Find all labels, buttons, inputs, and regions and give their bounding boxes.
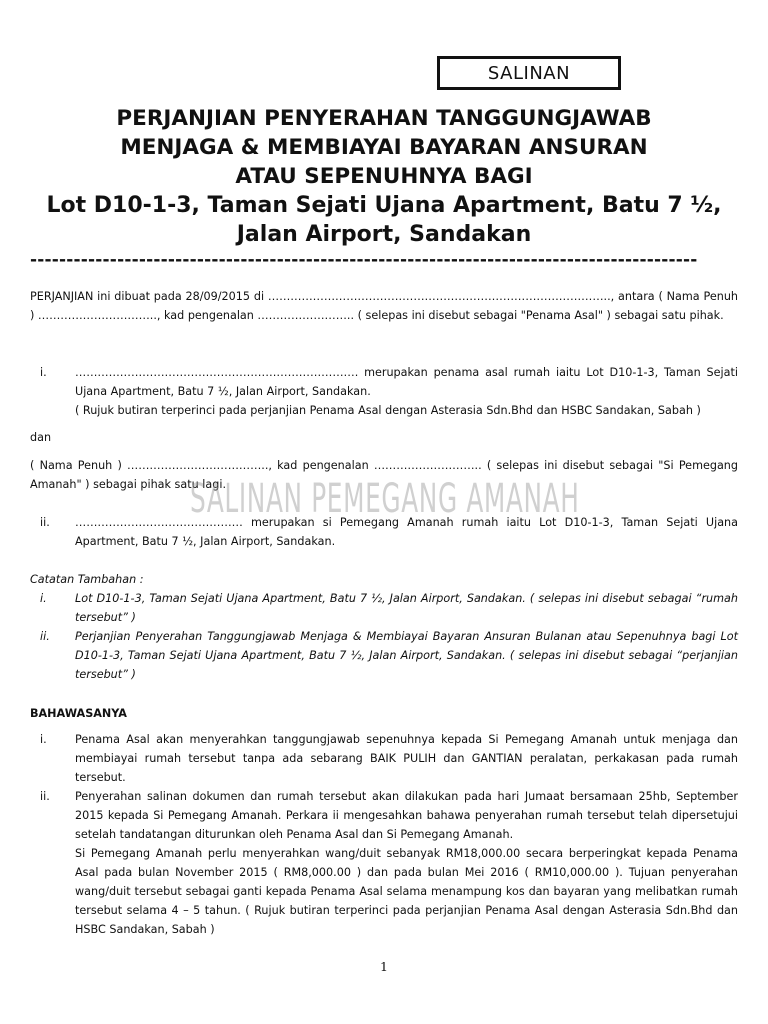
title-line-2: MENJAGA & MEMBIAYAI BAYARAN ANSURAN: [120, 135, 648, 160]
party-2-item: [30, 513, 738, 551]
clause-text: Penyerahan salinan dokumen dan rumah tersebut akan dilakukan pada hari Jumaat bersamaan 25hb, September 2015 kepada Si Pemegang Amanah. Perkara ii mengesahkan bahawa penyerahan rumah tersebut telah dipersetujui setelah tandatangan diturunkan oleh Penama Asal dan Si Pemegang Amanah.: [75, 790, 738, 841]
title-line-5: Jalan Airport, Sandakan: [236, 222, 532, 247]
note-text: Perjanjian Penyerahan Tanggungjawab Menjaga & Membiayai Bayaran Ansuran Bulanan atau Sepenuhnya bagi Lot D10-1-3, Taman Sejati Ujana Apartment, Batu 7 ½, Jalan Airport, Sandakan. ( selepas ini disebut sebagai “perjanjian tersebut” ): [75, 630, 738, 681]
title-line-4: Lot D10-1-3, Taman Sejati Ujana Apartment, Batu 7 ½,: [46, 193, 722, 218]
salinan-stamp: [437, 56, 621, 90]
clause-text: Penama Asal akan menyerahkan tanggungjawab sepenuhnya kepada Si Pemegang Amanah untuk menjaga dan membiayai rumah tersebut tanpa ada sebarang BAIK PULIH dan GANTIAN peralatan, perkakasan pada rumah tersebut.: [75, 733, 738, 784]
party-1-text: …………………………………………………………………. merupakan penama asal rumah iaitu Lot D10-1-3, Taman Sejati Ujana Apartment, Batu 7 ½, Jalan Airport, Sandakan.: [75, 366, 738, 398]
watermark-text: SALINAN PEMEGANG AMANAH: [190, 476, 580, 522]
item-number: ii.: [40, 516, 50, 529]
bahawasanya-item-2: [30, 787, 738, 939]
party-1-item: [30, 363, 738, 420]
bahawasanya-heading: BAHAWASANYA: [30, 707, 127, 720]
intro-paragraph: PERJANJIAN ini dibuat pada 28/09/2015 di ……………………………………………………………………………….., antara ( Nama Penuh ) ………………………….., kad pengenalan …………………….. ( selepas ini disebut sebagai "Penama Asal" ) sebagai satu pihak.: [30, 290, 738, 322]
stamp-label: SALINAN: [487, 62, 571, 84]
bahawasanya-item-1: [30, 730, 738, 787]
clause-text-continued: Si Pemegang Amanah perlu menyerahkan wang/duit sebanyak RM18,000.00 secara berperingkat kepada Penama Asal pada bulan November 2015 ( RM8,000.00 ) dan pada bulan Mei 2016 ( RM10,000.00 ). Tujuan penyerahan wang/duit tersebut sebagai ganti kepada Penama Asal selama menampung kos dan bayaran yang melibatkan rumah tersebut selama 4 – 5 tahun. ( Rujuk butiran terperinci pada perjanjian Penama Asal dengan Asterasia Sdn.Bhd dan HSBC Sandakan, Sabah ): [75, 847, 738, 936]
second-party-paragraph: ( Nama Penuh ) ……………………………….., kad pengenalan ……………………….. ( selepas ini disebut sebagai "Si Pemegang Amanah" ) sebagai pihak satu lagi.: [30, 459, 738, 491]
item-number: i.: [40, 366, 47, 379]
note-item-2: [30, 627, 738, 684]
title-line-3: ATAU SEPENUHNYA BAGI: [235, 164, 533, 189]
item-number: ii.: [40, 630, 50, 643]
item-number: i.: [40, 592, 47, 605]
dan-text: dan: [30, 431, 52, 444]
item-number: ii.: [40, 790, 50, 803]
note-item-1: [30, 589, 738, 627]
page-number: 1: [380, 959, 388, 974]
title-line-1: PERJANJIAN PENYERAHAN TANGGUNGJAWAB: [116, 106, 652, 131]
party-2-text: ……………………………………… merupakan si Pemegang Amanah rumah iaitu Lot D10-1-3, Taman Sejati Ujana Apartment, Batu 7 ½, Jalan Airport, Sandakan.: [75, 516, 738, 548]
notes-heading: Catatan Tambahan :: [30, 573, 144, 586]
party-1-reference: ( Rujuk butiran terperinci pada perjanjian Penama Asal dengan Asterasia Sdn.Bhd dan HSBC Sandakan, Sabah ): [75, 404, 701, 417]
separator-line: --------------------------------------------------------------------------------------------: [30, 250, 698, 270]
item-number: i.: [40, 733, 47, 746]
document-title: [20, 104, 748, 249]
note-text: Lot D10-1-3, Taman Sejati Ujana Apartment, Batu 7 ½, Jalan Airport, Sandakan. ( selepas ini disebut sebagai “rumah tersebut” ): [75, 592, 738, 624]
